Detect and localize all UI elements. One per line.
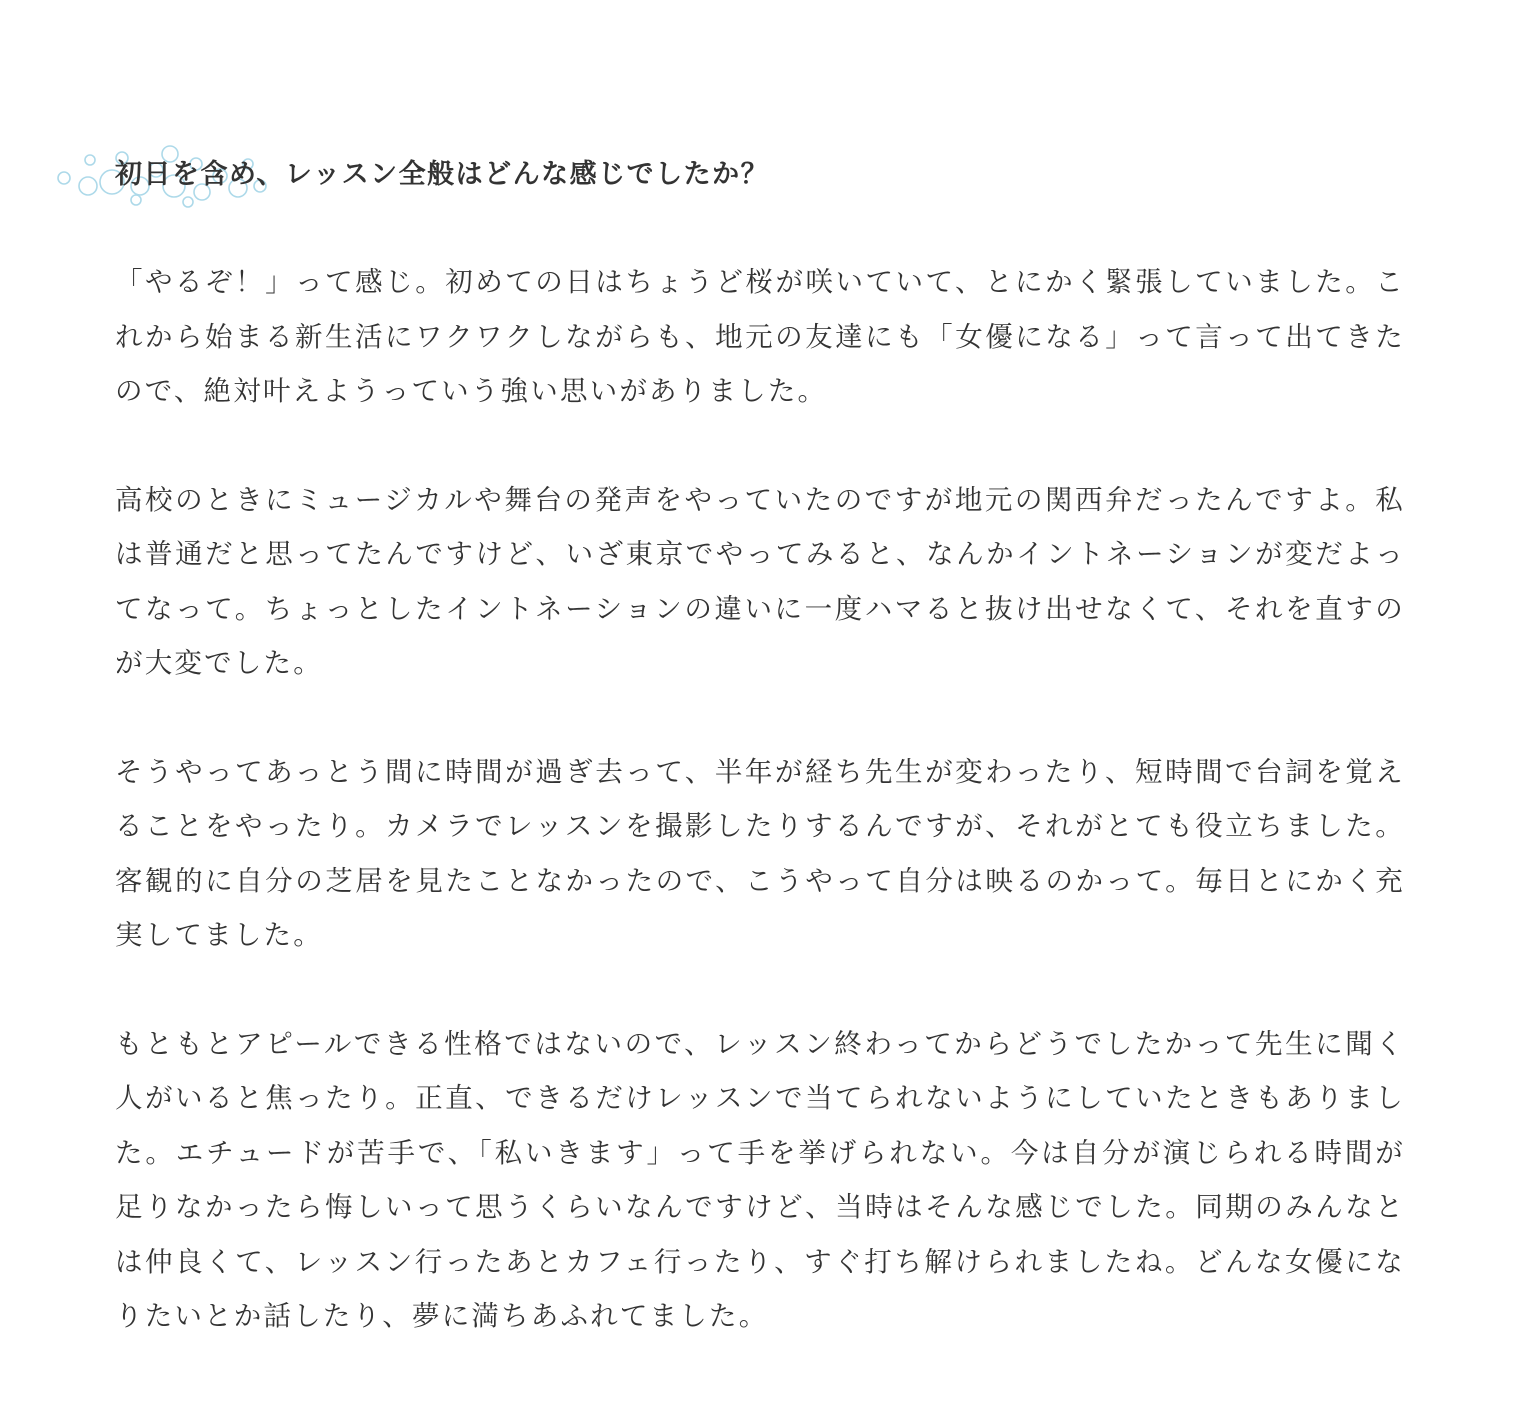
- question-heading: 初日を含め、レッスン全般はどんな感じでしたか？: [115, 159, 770, 190]
- interview-content: [115, 145, 1405, 1398]
- answer-paragraph: もともとアピールできる性格ではないので、レッスン終わってからどうでしたかって先生に聞く人がいると焦ったり。正直、できるだけレッスンで当てられないようにしていたときもありました。エチュードが苦手で、「私いきます」って手を挙げられない。今は自分が演じられる時間が足りなかったら悔しいって思うくらいなんですけど、当時はそんな感じでした。同期のみんなとは仲良くて、レッスン行ったあとカフェ行ったり、すぐ打ち解けられましたね。どんな女優になりたいとか話したり、夢に満ちあふれてました。: [115, 1027, 1405, 1332]
- answer-paragraph: 「やるぞ！」って感じ。初めての日はちょうど桜が咲いていて、とにかく緊張していました。これから始まる新生活にワクワクしながらも、地元の友達にも「女優になる」って言って出てきたので、絶対叶えようっていう強い思いがありました。: [115, 266, 1405, 407]
- answer-body: [115, 255, 1405, 1344]
- answer-paragraph: 高校のときにミュージカルや舞台の発声をやっていたのですが地元の関西弁だったんですよ。私は普通だと思ってたんですけど、いざ東京でやってみると、なんかイントネーションが変だよってなって。ちょっとしたイントネーションの違いに一度ハマると抜け出せなくて、それを直すのが大変でした。: [115, 483, 1405, 679]
- answer-paragraph: そうやってあっとう間に時間が過ぎ去って、半年が経ち先生が変わったり、短時間で台詞を覚えることをやったり。カメラでレッスンを撮影したりするんですが、それがとても役立ちました。客観的に自分の芝居を見たことなかったので、こうやって自分は映るのかって。毎日とにかく充実してました。: [115, 755, 1405, 951]
